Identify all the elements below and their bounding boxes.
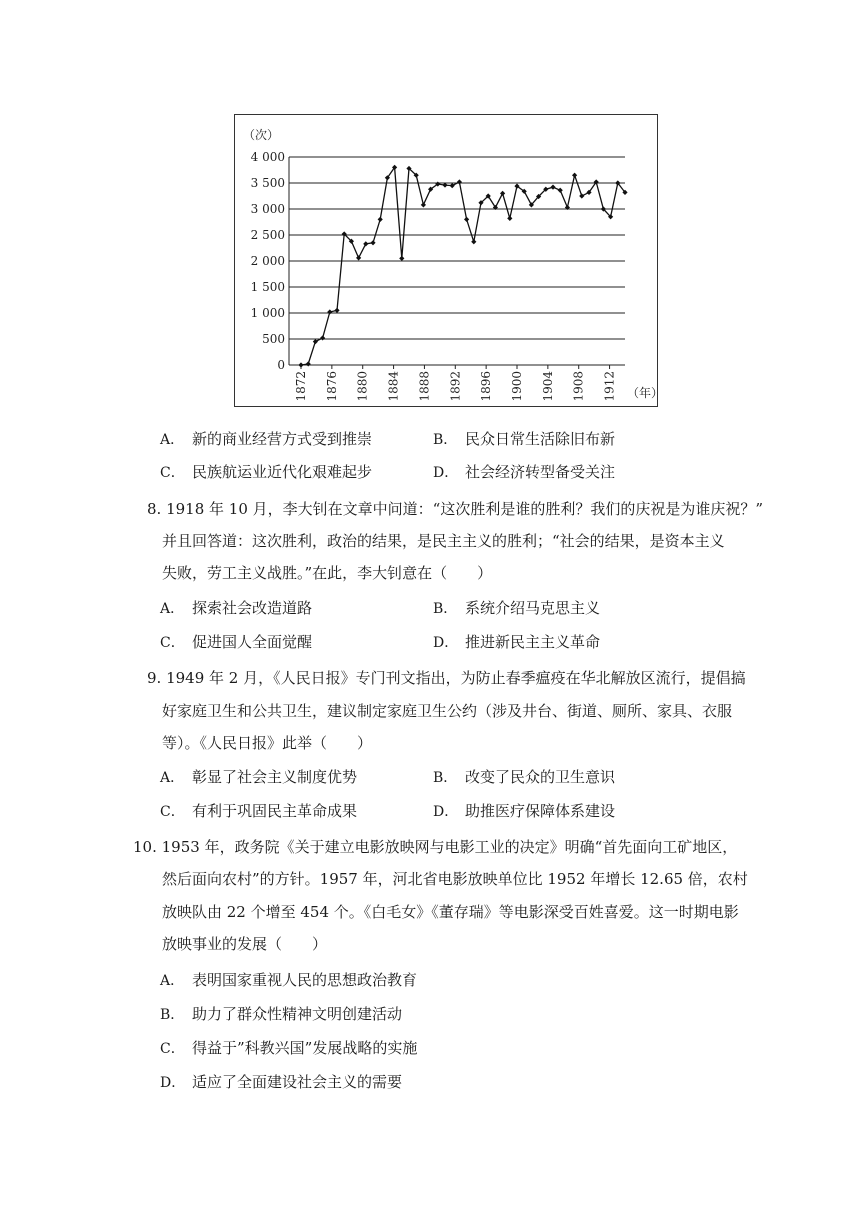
data-point xyxy=(356,255,361,260)
data-point xyxy=(334,308,339,313)
q7-option-a-label[interactable]: A． xyxy=(160,432,185,448)
q8-stem-line-3: 失败，劳工主义战胜。”在此，李大钊意在（ ） xyxy=(162,564,493,582)
q9-option-c-label[interactable]: C． xyxy=(160,804,185,820)
q10-option-a-label[interactable]: A． xyxy=(160,973,185,989)
x-tick-label: 1912 xyxy=(602,371,617,402)
q8-option-c-label[interactable]: C． xyxy=(160,635,185,651)
q9-stem-line-1: 9. 1949 年 2 月，《人民日报》专门刊文指出，为防止春季瘟疫在华北解放区流行，提倡搞 xyxy=(147,669,746,687)
data-point xyxy=(500,191,505,196)
data-point xyxy=(457,179,462,184)
data-point xyxy=(464,217,469,222)
data-point xyxy=(378,217,383,222)
q8-stem-line-2: 并且回答道：这次胜利，政治的结果，是民主主义的胜利；“社会的结果，是资本主义 xyxy=(162,532,725,550)
x-tick-label: 1872 xyxy=(294,371,308,402)
q10-stem-line-3: 放映队由 22 个增至 454 个。《白毛女》《董存瑞》等电影深受百姓喜爱。这一时期电影 xyxy=(162,903,739,921)
data-point xyxy=(313,339,318,344)
q7-option-d-label[interactable]: D． xyxy=(433,465,459,481)
x-axis-title: （年） xyxy=(627,386,664,400)
q9-option-d-text: 助推医疗保障体系建设 xyxy=(465,802,616,820)
q10-option-a-text: 表明国家重视人民的思想政治教育 xyxy=(192,971,418,989)
q10-option-d-text: 适应了全面建设社会主义的需要 xyxy=(192,1073,403,1091)
q9-stem-line-3: 等）。《人民日报》此举（ ） xyxy=(162,734,373,752)
x-tick-label: 1892 xyxy=(448,371,463,402)
q7-option-b-label[interactable]: B． xyxy=(433,432,458,448)
q9-option-a-label[interactable]: A． xyxy=(160,770,185,786)
x-tick-label: 1896 xyxy=(479,371,494,402)
y-tick-label: 2 000 xyxy=(250,254,285,268)
y-tick-label: 2 500 xyxy=(250,228,285,242)
q7-option-c-label[interactable]: C． xyxy=(160,465,185,481)
x-tick-label: 1888 xyxy=(417,371,432,402)
data-point xyxy=(306,361,311,366)
series-line xyxy=(301,167,625,365)
q7-option-c-text: 民族航运业近代化艰难起步 xyxy=(192,463,373,481)
x-tick-label: 1880 xyxy=(355,371,370,402)
q9-option-d-label[interactable]: D． xyxy=(433,804,459,820)
q7-option-a-text: 新的商业经营方式受到推崇 xyxy=(192,430,373,448)
q10-option-b-text: 助力了群众性精神文明创建活动 xyxy=(192,1005,403,1023)
y-tick-label: 1 500 xyxy=(250,280,285,294)
y-tick-label: 0 xyxy=(277,358,285,372)
data-point xyxy=(399,256,404,261)
data-point xyxy=(550,185,555,190)
data-point xyxy=(327,309,332,314)
y-tick-label: 3 500 xyxy=(250,176,285,190)
q9-option-a-text: 彰显了社会主义制度优势 xyxy=(192,768,358,786)
data-point xyxy=(507,216,512,221)
data-point xyxy=(320,335,325,340)
y-tick-label: 500 xyxy=(262,332,285,346)
q8-option-c-text: 促进国人全面觉醒 xyxy=(192,633,313,651)
q8-option-d-text: 推进新民主主义革命 xyxy=(465,633,601,651)
visit-count-line-chart xyxy=(234,114,664,407)
x-tick-label: 1876 xyxy=(324,371,339,402)
q9-option-b-text: 改变了民众的卫生意识 xyxy=(465,768,616,786)
q10-option-c-text: 得益于”科教兴国”发展战略的实施 xyxy=(192,1039,418,1057)
q10-stem-line-4: 放映事业的发展（ ） xyxy=(162,935,328,953)
x-tick-label: 1904 xyxy=(540,371,555,402)
q8-option-d-label[interactable]: D． xyxy=(433,635,459,651)
data-point xyxy=(370,240,375,245)
data-point xyxy=(471,239,476,244)
q8-option-a-label[interactable]: A． xyxy=(160,601,185,617)
q10-option-b-label[interactable]: B． xyxy=(160,1007,185,1023)
q9-stem-line-2: 好家庭卫生和公共卫生，建议制定家庭卫生公约（涉及井台、街道、厕所、家具、衣服 xyxy=(162,702,733,720)
q9-option-c-text: 有利于巩固民主革命成果 xyxy=(192,802,358,820)
q8-option-a-text: 探索社会改造道路 xyxy=(192,599,313,617)
q8-stem-line-1: 8. 1918 年 10 月，李大钊在文章中问道：“这次胜利是谁的胜利？我们的庆祝是为谁庆祝？” xyxy=(147,500,763,518)
data-point xyxy=(298,362,303,367)
q7-option-b-text: 民众日常生活除旧布新 xyxy=(465,430,616,448)
q8-option-b-label[interactable]: B． xyxy=(433,601,458,617)
q8-option-b-text: 系统介绍马克思主义 xyxy=(465,599,601,617)
y-tick-label: 4 000 xyxy=(250,150,285,164)
data-point xyxy=(363,241,368,246)
chart-canvas xyxy=(235,115,664,408)
q10-stem-line-2: 然后面向农村”的方针。1957 年，河北省电影放映单位比 1952 年增长 12.65 倍，农村 xyxy=(162,870,748,888)
data-point xyxy=(579,193,584,198)
data-point xyxy=(572,173,577,178)
q9-option-b-label[interactable]: B． xyxy=(433,770,458,786)
data-point xyxy=(421,202,426,207)
data-point xyxy=(450,183,455,188)
q10-option-c-label[interactable]: C． xyxy=(160,1041,185,1057)
y-tick-label: 3 000 xyxy=(250,202,285,216)
y-axis-title: （次） xyxy=(243,128,280,142)
q10-stem-line-1: 10. 1953 年，政务院《关于建立电影放映网与电影工业的决定》明确“首先面向工矿地区， xyxy=(133,838,738,856)
q7-option-d-text: 社会经济转型备受关注 xyxy=(465,463,616,481)
x-tick-label: 1900 xyxy=(510,371,524,402)
x-tick-label: 1884 xyxy=(386,371,401,402)
q10-option-d-label[interactable]: D． xyxy=(160,1075,186,1091)
y-tick-label: 1 000 xyxy=(250,306,285,320)
x-tick-label: 1908 xyxy=(571,371,586,402)
data-point xyxy=(558,188,563,193)
